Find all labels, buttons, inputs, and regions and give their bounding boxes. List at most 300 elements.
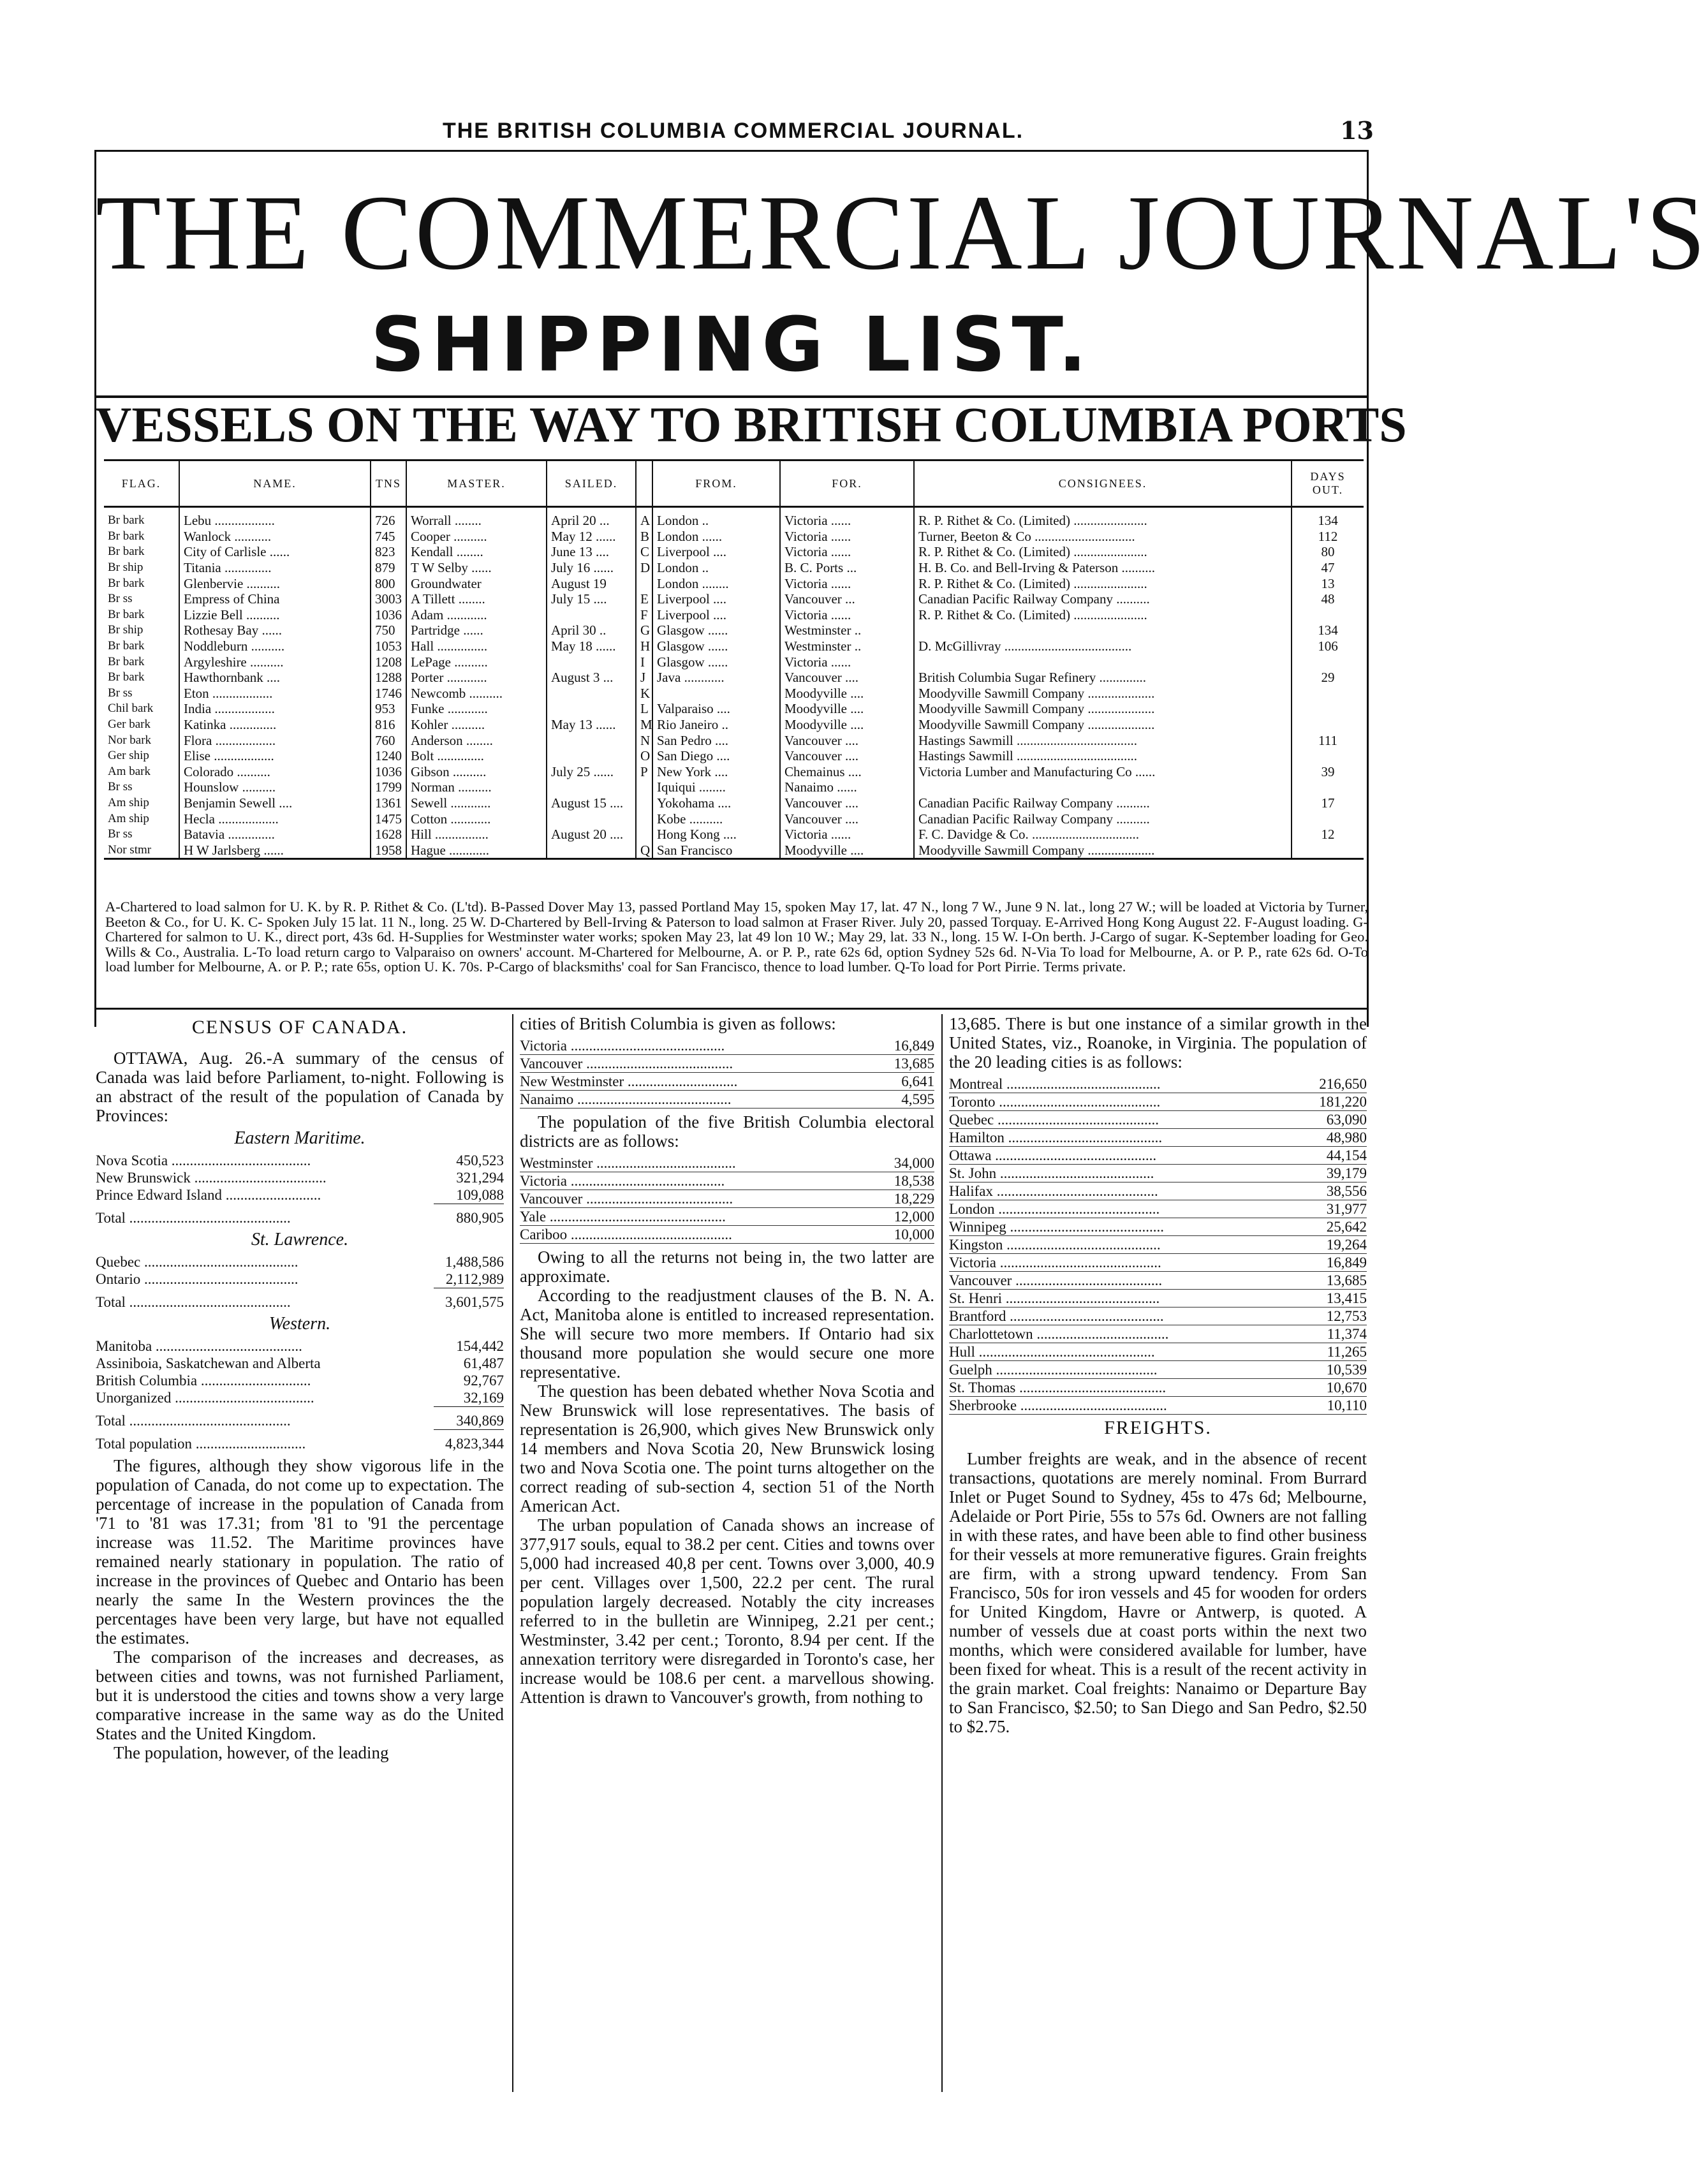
stat-row (949, 1129, 1367, 1147)
shipping-cell: I (636, 654, 652, 670)
shipping-cell: K (636, 686, 652, 702)
shipping-cell: Liverpool .... (652, 544, 780, 560)
shipping-cell: F. C. Davidge & Co. ................................ (914, 827, 1292, 843)
shipping-cell: O (636, 748, 652, 764)
shipping-cell: Chil bark (108, 702, 154, 716)
western-total-value: 340,869 (434, 1407, 504, 1430)
shipping-cell: R. P. Rithet & Co. (Limited) ...................... (914, 544, 1292, 560)
shipping-cell: Victoria ...... (780, 507, 914, 529)
stat-row (520, 1091, 934, 1109)
shipping-cell: Victoria ...... (780, 575, 914, 591)
freights-title: FREIGHTS. (1104, 1417, 1212, 1438)
stat-row (949, 1379, 1367, 1397)
eastern-table (96, 1152, 504, 1226)
shipping-cell: C (636, 544, 652, 560)
shipping-row (104, 795, 1364, 811)
shipping-cell: April 20 ... (547, 507, 636, 529)
shipping-cell: Vancouver .... (780, 811, 914, 827)
shipping-cell: Liverpool .... (652, 591, 780, 607)
shipping-header-cell: CONSIGNEES. (914, 460, 1292, 507)
lawrence-total-value: 3,601,575 (434, 1288, 504, 1311)
shipping-cell: Sewell ............ (406, 795, 547, 811)
shipping-header-cell: MASTER. (406, 460, 547, 507)
running-title: THE BRITISH COLUMBIA COMMERCIAL JOURNAL. (442, 119, 1024, 143)
shipping-cell: 1053 (371, 638, 406, 654)
shipping-cell: Partridge ...... (406, 622, 547, 638)
shipping-cell: July 15 .... (547, 591, 636, 607)
stat-row (949, 1272, 1367, 1290)
shipping-cell (547, 811, 636, 827)
stat-label: St. Henri .......................................... (949, 1290, 1297, 1307)
shipping-row (104, 827, 1364, 843)
shipping-cell: Ger bark (108, 718, 151, 732)
stat-value: 63,090 (1297, 1111, 1367, 1129)
shipping-cell: 134 (1292, 507, 1364, 529)
stat-label: Quebec ............................................ (949, 1111, 1297, 1129)
shipping-cell: Groundwater (406, 575, 547, 591)
masthead-title: THE COMMERCIAL JOURNAL'S (96, 173, 1708, 292)
stat-label: Nanaimo .......................................... (520, 1091, 864, 1109)
stat-label: British Columbia .............................. (96, 1373, 311, 1389)
stat-label: London ............................................ (949, 1200, 1297, 1218)
stat-label: Guelph ............................................ (949, 1361, 1297, 1379)
grand-total-value: 4,823,344 (434, 1430, 504, 1453)
shipping-cell: Benjamin Sewell .... (179, 795, 371, 811)
shipping-cell: Moodyville .... (780, 701, 914, 717)
eastern-total (96, 1204, 504, 1227)
eastern-total-label: Total ............................................ (96, 1209, 291, 1226)
page-number: 13 (1340, 116, 1374, 145)
shipping-cell: T W Selby ...... (406, 560, 547, 576)
shipping-cell: San Diego .... (652, 748, 780, 764)
middle-para-5: The urban population of Canada shows an increase of 377,917 souls, equal to 38.2 per cent. Cities and towns over 5,000 had increased 40,8 per cent. Towns over 3,000, 40.9 per cent. Villages over 1,500, 22.2 per cent. The rural population largely decreased. Notably the city increases referred to in the bulletin are Winnipeg, 2.21 per cent.; Westminster, 3.42 per cent.; Toronto, 8.94 per cent. If the annexation territory were disregarded in Toronto's case, her increase would be 108.6 per cent. a marvellous showing. Attention is drawn to Vancouver's growth, from nothing to (520, 1515, 934, 1707)
shipping-cell: 800 (371, 575, 406, 591)
shipping-row (104, 507, 1364, 529)
stat-row (949, 1397, 1367, 1415)
shipping-cell: May 13 ...... (547, 717, 636, 733)
shipping-cell: 1958 (371, 842, 406, 858)
shipping-cell: Glasgow ...... (652, 622, 780, 638)
shipping-header-cell (636, 460, 652, 507)
stat-row (949, 1111, 1367, 1129)
shipping-cell: Moodyville Sawmill Company .................... (914, 842, 1292, 858)
lawrence-total (96, 1288, 504, 1311)
shipping-cell: Adam ............ (406, 607, 547, 623)
shipping-cell (636, 811, 652, 827)
stat-label: St. John .......................................... (949, 1165, 1297, 1182)
shipping-cell: India .................. (179, 701, 371, 717)
shipping-cell: Canadian Pacific Railway Company .......... (914, 811, 1292, 827)
shipping-cell: Hall ............... (406, 638, 547, 654)
stat-row (949, 1200, 1367, 1218)
shipping-cell: 1361 (371, 795, 406, 811)
running-head (0, 115, 1466, 147)
shipping-cell: 13 (1292, 575, 1364, 591)
shipping-cell: Java ............ (652, 670, 780, 686)
stat-row (949, 1325, 1367, 1343)
shipping-cell: Glenbervie .......... (179, 575, 371, 591)
middle-para-3: According to the readjustment clauses of the B. N. A. Act, Manitoba alone is entitled to increased representation. She will secure two more members. If Ontario had six thousand more population she would secure one more representative. (520, 1286, 934, 1381)
shipping-cell: Moodyville .... (780, 717, 914, 733)
shipping-cell: Br bark (108, 545, 145, 559)
shipping-cell: August 19 (547, 575, 636, 591)
stat-value: 44,154 (1297, 1147, 1367, 1165)
shipping-cell: R. P. Rithet & Co. (Limited) ...................... (914, 507, 1292, 529)
shipping-row (104, 686, 1364, 702)
shipping-cell: 17 (1292, 795, 1364, 811)
shipping-cell: Rio Janeiro .. (652, 717, 780, 733)
stat-row (949, 1182, 1367, 1200)
shipping-cell: Br bark (108, 576, 145, 590)
shipping-cell: F (636, 607, 652, 623)
shipping-cell: April 30 .. (547, 622, 636, 638)
shipping-cell: Chemainus .... (780, 764, 914, 780)
shipping-cell (1292, 654, 1364, 670)
shipping-row (104, 560, 1364, 576)
census-intro: OTTAWA, Aug. 26.-A summary of the census of Canada was laid before Parliament, to-night. Following is an abstract of the result of the population of Canada by Provinces: (96, 1049, 504, 1125)
shipping-cell: May 12 ...... (547, 529, 636, 545)
shipping-cell: Am ship (108, 811, 149, 825)
shipping-cell: Vancouver .... (780, 795, 914, 811)
shipping-cell: Colorado .......... (179, 764, 371, 780)
stat-row (949, 1075, 1367, 1093)
census-title: CENSUS OF CANADA. (191, 1017, 408, 1038)
shipping-row (104, 607, 1364, 623)
stat-value: 6,641 (864, 1073, 934, 1091)
shipping-cell: 750 (371, 622, 406, 638)
stat-row (96, 1271, 504, 1288)
stat-label: New Brunswick .................................... (96, 1170, 327, 1186)
stat-value: 19,264 (1297, 1236, 1367, 1254)
stat-value: 109,088 (456, 1187, 504, 1203)
shipping-cell: Am bark (108, 764, 151, 778)
shipping-cell: Moodyville Sawmill Company .................... (914, 701, 1292, 717)
shipping-cell: Ger ship (108, 749, 149, 763)
shipping-row (104, 717, 1364, 733)
stat-value: 10,670 (1297, 1379, 1367, 1397)
shipping-cell: Br ss (108, 686, 133, 700)
lawrence-title: St. Lawrence. (251, 1230, 349, 1249)
shipping-cell: Valparaiso .... (652, 701, 780, 717)
shipping-cell: D (636, 560, 652, 576)
shipping-cell (636, 575, 652, 591)
shipping-row (104, 764, 1364, 780)
shipping-cell: Victoria ...... (780, 654, 914, 670)
stat-value: 34,000 (864, 1154, 934, 1172)
stat-value: 92,767 (463, 1373, 504, 1389)
shipping-cell (1292, 701, 1364, 717)
stat-label: Unorganized ...................................... (96, 1390, 314, 1406)
shipping-cell: August 3 ... (547, 670, 636, 686)
shipping-cell: Glasgow ...... (652, 654, 780, 670)
shipping-cell: Victoria ...... (780, 529, 914, 545)
shipping-cell: Westminster .. (780, 638, 914, 654)
shipping-row (104, 811, 1364, 827)
stat-row (96, 1169, 504, 1186)
stat-value: 13,685 (864, 1055, 934, 1073)
shipping-cell: Nanaimo ...... (780, 779, 914, 795)
shipping-cell: B. C. Ports ... (780, 560, 914, 576)
shipping-cell (547, 779, 636, 795)
stat-label: Toronto ............................................ (949, 1093, 1297, 1111)
western-total-label: Total ............................................ (96, 1413, 291, 1429)
shipping-cell (1292, 842, 1364, 858)
shipping-cell: Br bark (108, 654, 145, 668)
stat-value: 181,220 (1297, 1093, 1367, 1111)
shipping-cell: Hastings Sawmill .................................... (914, 748, 1292, 764)
shipping-cell: 1628 (371, 827, 406, 843)
shipping-cell (547, 607, 636, 623)
shipping-header-cell: FLAG. (104, 460, 179, 507)
stat-value: 18,538 (864, 1172, 934, 1190)
shipping-cell: Hawthornbank .... (179, 670, 371, 686)
shipping-cell: R. P. Rithet & Co. (Limited) ...................... (914, 607, 1292, 623)
shipping-cell: Cotton ............ (406, 811, 547, 827)
shipping-cell: London .. (652, 560, 780, 576)
western-title: Western. (269, 1314, 331, 1334)
stat-label: New Westminster .............................. (520, 1073, 864, 1091)
stat-label: Assiniboia, Saskatchewan and Alberta (96, 1355, 321, 1371)
stat-label: Prince Edward Island .......................... (96, 1187, 321, 1204)
stat-value: 10,000 (864, 1226, 934, 1244)
shipping-cell: Newcomb .......... (406, 686, 547, 702)
shipping-cell: Westminster .. (780, 622, 914, 638)
shipping-cell (1292, 607, 1364, 623)
shipping-cell: 1475 (371, 811, 406, 827)
shipping-cell: 1240 (371, 748, 406, 764)
stat-row (520, 1154, 934, 1172)
stat-row (949, 1254, 1367, 1272)
grand-total (96, 1430, 504, 1453)
stat-value: 38,556 (1297, 1182, 1367, 1200)
shipping-cell: 3003 (371, 591, 406, 607)
shipping-cell: Porter ............ (406, 670, 547, 686)
shipping-cell (547, 842, 636, 858)
census-para-3: The population, however, of the leading (114, 1743, 389, 1762)
shipping-cell: Moodyville .... (780, 686, 914, 702)
shipping-cell: June 13 .... (547, 544, 636, 560)
shipping-cell: Bolt .............. (406, 748, 547, 764)
stat-label: Vancouver ........................................ (520, 1190, 864, 1208)
shipping-cell: Lizzie Bell .......... (179, 607, 371, 623)
shipping-cell: 29 (1292, 670, 1364, 686)
districts-intro: The population of the five British Columbia electoral districts are as follows: (520, 1112, 934, 1151)
shipping-cell: City of Carlisle ...... (179, 544, 371, 560)
shipping-cell: British Columbia Sugar Refinery .............. (914, 670, 1292, 686)
stat-label: Sherbrooke ........................................ (949, 1397, 1297, 1415)
shipping-header-cell: TNS (371, 460, 406, 507)
shipping-cell: H. B. Co. and Bell-Irving & Paterson .......... (914, 560, 1292, 576)
stat-value: 39,179 (1297, 1165, 1367, 1182)
shipping-row (104, 591, 1364, 607)
shipping-cell: Kobe .......... (652, 811, 780, 827)
shipping-cell: Q (636, 842, 652, 858)
stat-label: Manitoba ........................................ (96, 1338, 302, 1354)
stat-value: 10,110 (1297, 1397, 1367, 1415)
stat-value: 13,685 (1297, 1272, 1367, 1290)
shipping-cell: Victoria Lumber and Manufacturing Co ...... (914, 764, 1292, 780)
stat-row (96, 1253, 504, 1271)
shipping-cell (636, 779, 652, 795)
shipping-cell: LePage .......... (406, 654, 547, 670)
shipping-cell: Iquiqui ........ (652, 779, 780, 795)
shipping-cell: Br ss (108, 827, 133, 841)
shipping-cell: A Tillett ........ (406, 591, 547, 607)
shipping-cell (547, 654, 636, 670)
shipping-cell: 111 (1292, 732, 1364, 748)
shipping-row (104, 622, 1364, 638)
column-rule-1 (512, 1014, 513, 2092)
census-para-1: The figures, although they show vigorous life in the population of Canada, do not come up to expectation. The percentage of increase in the population of Canada from '71 to '81 was 17.31; from '81 to '91 the percentage increase was 11.52. The Maritime provinces have remained nearly stationary in population. The ratio of increase in the provinces of Quebec and Ontario has been nearly the same In the Western provinces the the percentages have been very large, but have not equalled the estimates. (96, 1456, 504, 1647)
shipping-cell: Canadian Pacific Railway Company .......... (914, 795, 1292, 811)
shipping-cell: Batavia .............. (179, 827, 371, 843)
stat-row (96, 1389, 504, 1407)
stat-value: 25,642 (1297, 1218, 1367, 1236)
shipping-cell: Wanlock ........... (179, 529, 371, 545)
shipping-cell: Hecla .................. (179, 811, 371, 827)
stat-row (949, 1218, 1367, 1236)
shipping-cell: July 25 ...... (547, 764, 636, 780)
stat-label: Winnipeg .......................................... (949, 1218, 1297, 1236)
shipping-cell: Funke ............ (406, 701, 547, 717)
stat-label: Ontario .......................................... (96, 1271, 298, 1288)
stat-value: 1,488,586 (445, 1254, 504, 1270)
lawrence-table (96, 1253, 504, 1311)
shipping-cell: Victoria ...... (780, 607, 914, 623)
shipping-cell: Kohler .......... (406, 717, 547, 733)
shipping-cell: London .. (652, 507, 780, 529)
stat-label: St. Thomas ........................................ (949, 1379, 1297, 1397)
leading-cities-intro: 13,685. There is but one instance of a similar growth in the United States, viz., Roanoke, in Virginia. The population of the 20 leading cities is as follows: (949, 1014, 1367, 1072)
shipping-cell: G (636, 622, 652, 638)
shipping-row (104, 529, 1364, 545)
shipping-cell: 1288 (371, 670, 406, 686)
shipping-cell: Vancouver .... (780, 670, 914, 686)
shipping-cell (636, 795, 652, 811)
shipping-row (104, 748, 1364, 764)
shipping-row (104, 654, 1364, 670)
eastern-title: Eastern Maritime. (234, 1128, 365, 1148)
shipping-cell: 106 (1292, 638, 1364, 654)
shipping-row (104, 544, 1364, 560)
stat-row (520, 1190, 934, 1208)
eastern-total-value: 880,905 (434, 1204, 504, 1227)
stat-value: 2,112,989 (445, 1271, 504, 1287)
shipping-cell (652, 686, 780, 702)
western-table (96, 1337, 504, 1452)
shipping-cell: Nor bark (108, 733, 152, 747)
stat-label: Hull ................................................ (949, 1343, 1297, 1361)
shipping-cell: N (636, 732, 652, 748)
shipping-cell: J (636, 670, 652, 686)
shipping-cell: 760 (371, 732, 406, 748)
stat-label: Victoria .......................................... (520, 1037, 864, 1055)
shipping-cell: Titania .............. (179, 560, 371, 576)
shipping-cell: Worrall ........ (406, 507, 547, 529)
shipping-cell: 745 (371, 529, 406, 545)
shipping-cell (547, 701, 636, 717)
leading-cities-table (949, 1075, 1367, 1415)
shipping-cell: Moodyville Sawmill Company .................... (914, 686, 1292, 702)
shipping-header-cell: DAYS OUT. (1292, 460, 1364, 507)
shipping-cell: 1208 (371, 654, 406, 670)
shipping-cell: 47 (1292, 560, 1364, 576)
shipping-cell: Empress of China (179, 591, 371, 607)
freights-text: Lumber freights are weak, and in the absence of recent transactions, quotations are merely nominal. From Burrard Inlet or Puget Sound to Sydney, 45s to 47s 6d; Melbourne, Adelaide or Port Pirie, 55s to 57s 6d. Owners are not falling in with these rates, and have been able to find other business for their vessels at more remunerative figures. Grain freights are firm, with a strong upward tendency. From San Francisco, 50s for iron vessels and 45 for wooden for orders for United Kingdom, Havre or Antwerp, is quoted. A number of vessels due at coast ports within the next two months, which were considered available for lumber, have been fixed for wheat. This is a result of the recent activity in the grain market. Coal freights: Nanaimo or Departure Bay to San Francisco, $2.50; to San Diego and San Pedro, $2.50 to $2.75. (949, 1449, 1367, 1736)
shipping-cell: 134 (1292, 622, 1364, 638)
stat-value: 12,753 (1297, 1307, 1367, 1325)
shipping-cell: H W Jarlsberg ...... (179, 842, 371, 858)
stat-value: 31,977 (1297, 1200, 1367, 1218)
stat-row (96, 1186, 504, 1204)
shipping-cell: May 18 ...... (547, 638, 636, 654)
shipping-cell: E (636, 591, 652, 607)
column-census (96, 1014, 504, 2105)
shipping-cell: M (636, 717, 652, 733)
shipping-cell: Hague ............ (406, 842, 547, 858)
shipping-cell (547, 686, 636, 702)
stat-value: 48,980 (1297, 1129, 1367, 1147)
footnote-rule (94, 1008, 1369, 1010)
middle-para-2: Owing to all the returns not being in, the two latter are approximate. (520, 1248, 934, 1286)
stat-label: Hamilton .......................................... (949, 1129, 1297, 1147)
shipping-header-cell: FOR. (780, 460, 914, 507)
shipping-cell: Flora .................. (179, 732, 371, 748)
shipping-cell: Victoria ...... (780, 827, 914, 843)
stat-label: Halifax ............................................ (949, 1182, 1297, 1200)
shipping-cell: Br bark (108, 639, 145, 653)
shipping-cell: 12 (1292, 827, 1364, 843)
stat-value: 32,169 (463, 1390, 504, 1406)
shipping-cell: San Pedro .... (652, 732, 780, 748)
shipping-cell: R. P. Rithet & Co. (Limited) ...................... (914, 575, 1292, 591)
lawrence-total-label: Total ............................................ (96, 1293, 291, 1310)
shipping-cell: Victoria ...... (780, 544, 914, 560)
shipping-cell (914, 654, 1292, 670)
stat-label: Westminster ...................................... (520, 1154, 864, 1172)
shipping-cell (1292, 748, 1364, 764)
shipping-cell: B (636, 529, 652, 545)
shipping-cell: Br ss (108, 780, 133, 794)
shipping-row (104, 732, 1364, 748)
shipping-cell: August 15 .... (547, 795, 636, 811)
shipping-cell: Am ship (108, 795, 149, 809)
shipping-cell: Moodyville .... (780, 842, 914, 858)
shipping-cell: 80 (1292, 544, 1364, 560)
shipping-cell: Katinka .............. (179, 717, 371, 733)
stat-value: 11,265 (1297, 1343, 1367, 1361)
stat-label: Yale ................................................ (520, 1208, 864, 1226)
stat-label: Montreal .......................................... (949, 1075, 1297, 1093)
stat-row (949, 1093, 1367, 1111)
shipping-cell (1292, 779, 1364, 795)
shipping-cell: Elise .................. (179, 748, 371, 764)
stat-row (949, 1307, 1367, 1325)
shipping-cell: Eton .................. (179, 686, 371, 702)
stat-row (520, 1073, 934, 1091)
shipping-cell: 953 (371, 701, 406, 717)
stat-value: 11,374 (1297, 1325, 1367, 1343)
shipping-cell: Noddleburn .......... (179, 638, 371, 654)
western-total (96, 1407, 504, 1430)
shipping-cell: 816 (371, 717, 406, 733)
shipping-cell: Norman .......... (406, 779, 547, 795)
shipping-cell: Br ship (108, 561, 144, 575)
shipping-cell: July 16 ...... (547, 560, 636, 576)
shipping-cell: San Francisco (652, 842, 780, 858)
shipping-cell (1292, 686, 1364, 702)
shipping-footnotes: A-Chartered to load salmon for U. K. by R. P. Rithet & Co. (L'td). B-Passed Dover May 13, passed Portland May 15, spoken May 17, lat. 47 N., long 7 W., June 9 N. lat., long 27 W.; will be loaded at Victoria by Turner, Beeton & Co., for U. K. C- Spoken July 15 lat. 11 N., long. 25 W. D-Chartered by Bell-Irving & Paterson to load salmon at Fraser River. July 20, passed Torquay. E-Arrived Hong Kong August 22. F-August loading. G-Chartered for salmon to U. K., direct port, 43s 6d. H-Supplies for Westminster water works; spoken May 23, lat 49 lon 10 W.; May 29, lat. 33 N., long. 15 W. I-On berth. J-Cargo of sugar. K-September loading for Geo. Wills & Co., Australia. L-To load return cargo to Valparaiso on owners' account. M-Chartered for Melbourne, A. or P. P., rate 62s 6d, option Sydney 52s 6d. N-Via To load for Melbourne, A. or P. P., rate 62s 6d. O-To load lumber for Melbourne, A. or P. P.; rate 65s, option U. K. 70s. P-Cargo of blacksmiths' coal for San Francisco, thence to load lumber. Q-To load for Port Pirrie. Terms private. (105, 899, 1368, 975)
